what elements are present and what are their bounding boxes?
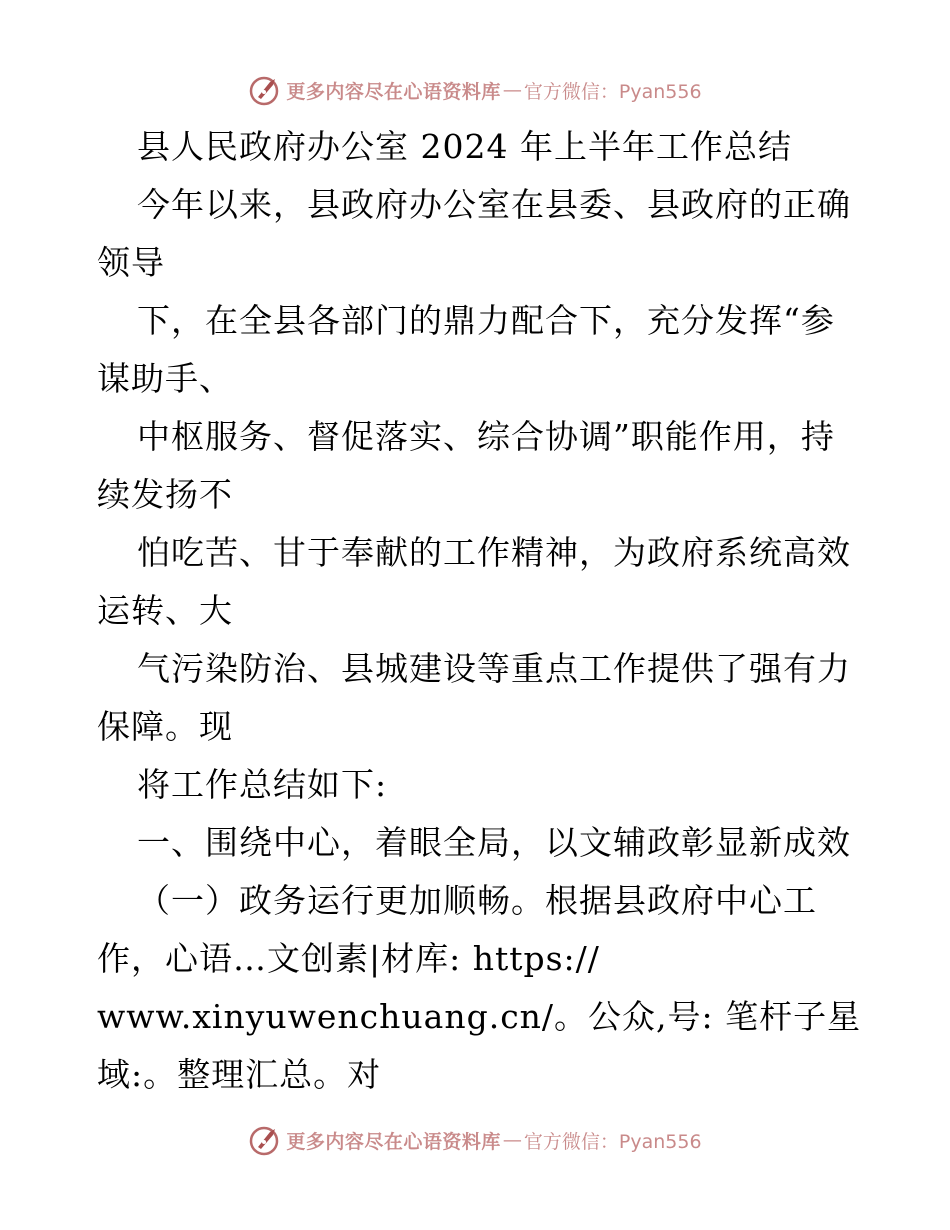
paragraph-line: 域:。整理汇总。对 — [97, 1055, 382, 1094]
paragraph-line: 中枢服务、督促落实、综合协调”职能作用，持 — [137, 417, 835, 456]
paragraph-line: 保障。现 — [97, 707, 233, 746]
banner-dash: — — [502, 79, 522, 101]
paragraph-line: 谋助手、 — [97, 359, 233, 398]
paragraph-line: 今年以来，县政府办公室在县委、县政府的正确 — [137, 185, 851, 224]
document-body — [97, 118, 862, 1104]
paragraph-line: 作，心语…文创素|材库: https:// — [97, 939, 600, 978]
paragraph-line: 下，在全县各部门的鼎力配合下，充分发挥“参 — [137, 301, 835, 340]
pen-nib-logo-icon — [248, 73, 282, 107]
banner-brand-text: 更多内容尽在心语资料库 — [286, 80, 501, 103]
pen-nib-logo-icon — [248, 1123, 282, 1157]
section-heading: 一、围绕中心，着眼全局，以文辅政彰显新成效 — [137, 823, 851, 862]
paragraph-line: 怕吃苦、甘于奉献的工作精神，为政府系统高效 — [137, 533, 851, 572]
banner-dash: — — [502, 1129, 522, 1151]
footer-watermark-banner — [0, 1120, 950, 1160]
banner-contact-text: 官方微信：Pyan556 — [523, 1130, 702, 1153]
document-title: 县人民政府办公室 2024 年上半年工作总结 — [137, 127, 792, 166]
paragraph-line: 运转、大 — [97, 591, 233, 630]
paragraph-line: 将工作总结如下: — [137, 765, 388, 804]
subsection-line: （一）政务运行更加顺畅。根据县政府中心工 — [137, 881, 817, 920]
banner-contact-text: 官方微信：Pyan556 — [523, 80, 702, 103]
paragraph-line: 气污染防治、县城建设等重点工作提供了强有力 — [137, 649, 851, 688]
banner-brand-text: 更多内容尽在心语资料库 — [286, 1130, 501, 1153]
header-watermark-banner — [0, 70, 950, 110]
paragraph-line: 续发扬不 — [97, 475, 233, 514]
paragraph-line: 领导 — [97, 243, 165, 282]
paragraph-line: www.xinyuwenchuang.cn/。公众,号: 笔杆子星 — [97, 997, 862, 1036]
